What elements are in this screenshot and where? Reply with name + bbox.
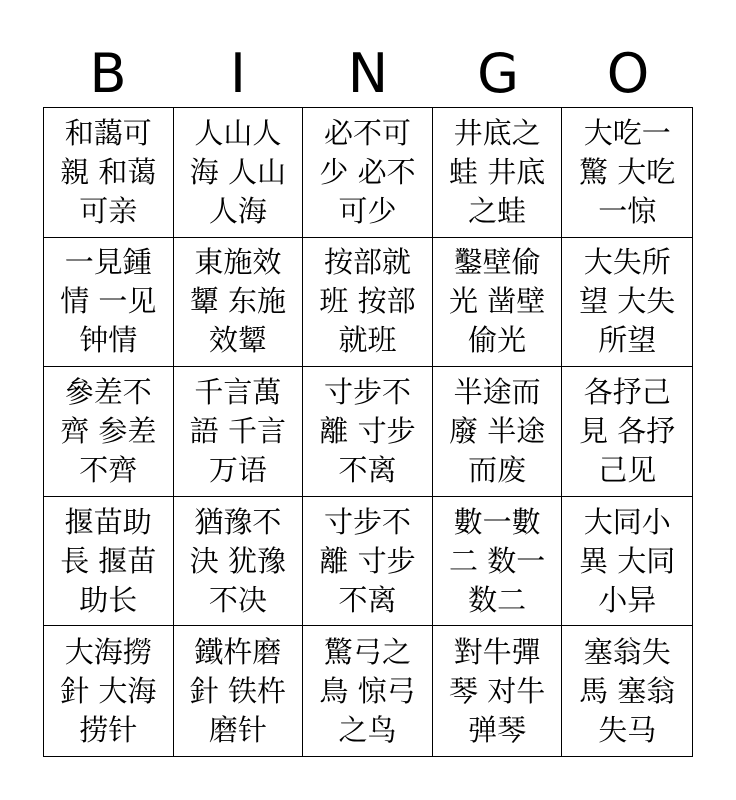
cell-text: 井底之蛙 井底之蛙	[448, 115, 546, 228]
bingo-cell[interactable]	[562, 108, 692, 238]
bingo-cell[interactable]	[303, 367, 433, 497]
bingo-cell[interactable]	[562, 238, 692, 368]
cell-text: 揠苗助長 揠苗助长	[60, 504, 157, 617]
cell-text: 必不可少 必不可少	[319, 115, 416, 228]
bingo-header	[43, 44, 693, 104]
cell-text: 大海撈針 大海捞针	[60, 634, 157, 747]
bingo-cell[interactable]	[44, 626, 174, 756]
header-letter-i: I	[230, 42, 246, 105]
cell-text: 鐵杵磨針 铁杵磨针	[189, 634, 286, 747]
bingo-cell[interactable]	[174, 497, 304, 627]
header-letter-g: G	[477, 42, 519, 105]
bingo-cell[interactable]	[433, 108, 563, 238]
cell-text: 千言萬語 千言万语	[189, 374, 286, 487]
bingo-cell[interactable]	[174, 108, 304, 238]
cell-text: 塞翁失馬 塞翁失马	[579, 634, 676, 747]
bingo-cell[interactable]	[562, 497, 692, 627]
cell-text: 大吃一驚 大吃一惊	[579, 115, 676, 228]
bingo-cell[interactable]	[44, 238, 174, 368]
bingo-cell[interactable]	[562, 367, 692, 497]
cell-text: 對牛彈琴 对牛弹琴	[448, 634, 546, 747]
cell-text: 寸步不離 寸步不离	[319, 374, 416, 487]
cell-text: 半途而廢 半途而废	[448, 374, 546, 487]
cell-text: 和藹可親 和蔼可亲	[60, 115, 157, 228]
cell-text: 按部就班 按部就班	[319, 245, 416, 358]
bingo-cell[interactable]	[433, 497, 563, 627]
cell-text: 大同小異 大同小异	[579, 504, 676, 617]
bingo-cell[interactable]	[44, 497, 174, 627]
cell-text: 鑿壁偷光 凿壁偷光	[448, 245, 546, 358]
bingo-cell[interactable]	[174, 626, 304, 756]
cell-text: 一見鍾情 一见钟情	[60, 245, 157, 358]
header-letter-n: N	[347, 42, 389, 105]
bingo-cell[interactable]	[303, 626, 433, 756]
bingo-board	[43, 107, 693, 757]
bingo-cell[interactable]	[174, 367, 304, 497]
cell-text: 驚弓之鳥 惊弓之鸟	[319, 634, 416, 747]
bingo-cell[interactable]	[562, 626, 692, 756]
bingo-cell[interactable]	[44, 108, 174, 238]
cell-text: 大失所望 大失所望	[579, 245, 676, 358]
cell-text: 猶豫不決 犹豫不决	[189, 504, 286, 617]
header-letter-o: O	[606, 42, 650, 105]
bingo-cell[interactable]	[44, 367, 174, 497]
bingo-cell[interactable]	[303, 238, 433, 368]
cell-text: 參差不齊 参差不齊	[60, 374, 157, 487]
cell-text: 數一數二 数一数二	[448, 504, 546, 617]
cell-text: 各抒己見 各抒己见	[579, 374, 676, 487]
cell-text: 寸步不離 寸步不离	[319, 504, 416, 617]
header-letter-b: B	[89, 42, 127, 105]
cell-text: 東施效顰 东施效颦	[189, 245, 286, 358]
bingo-cell[interactable]	[174, 238, 304, 368]
bingo-cell[interactable]	[303, 497, 433, 627]
bingo-cell[interactable]	[303, 108, 433, 238]
bingo-cell[interactable]	[433, 238, 563, 368]
bingo-cell[interactable]	[433, 626, 563, 756]
cell-text: 人山人海 人山人海	[189, 115, 286, 228]
bingo-cell[interactable]	[433, 367, 563, 497]
